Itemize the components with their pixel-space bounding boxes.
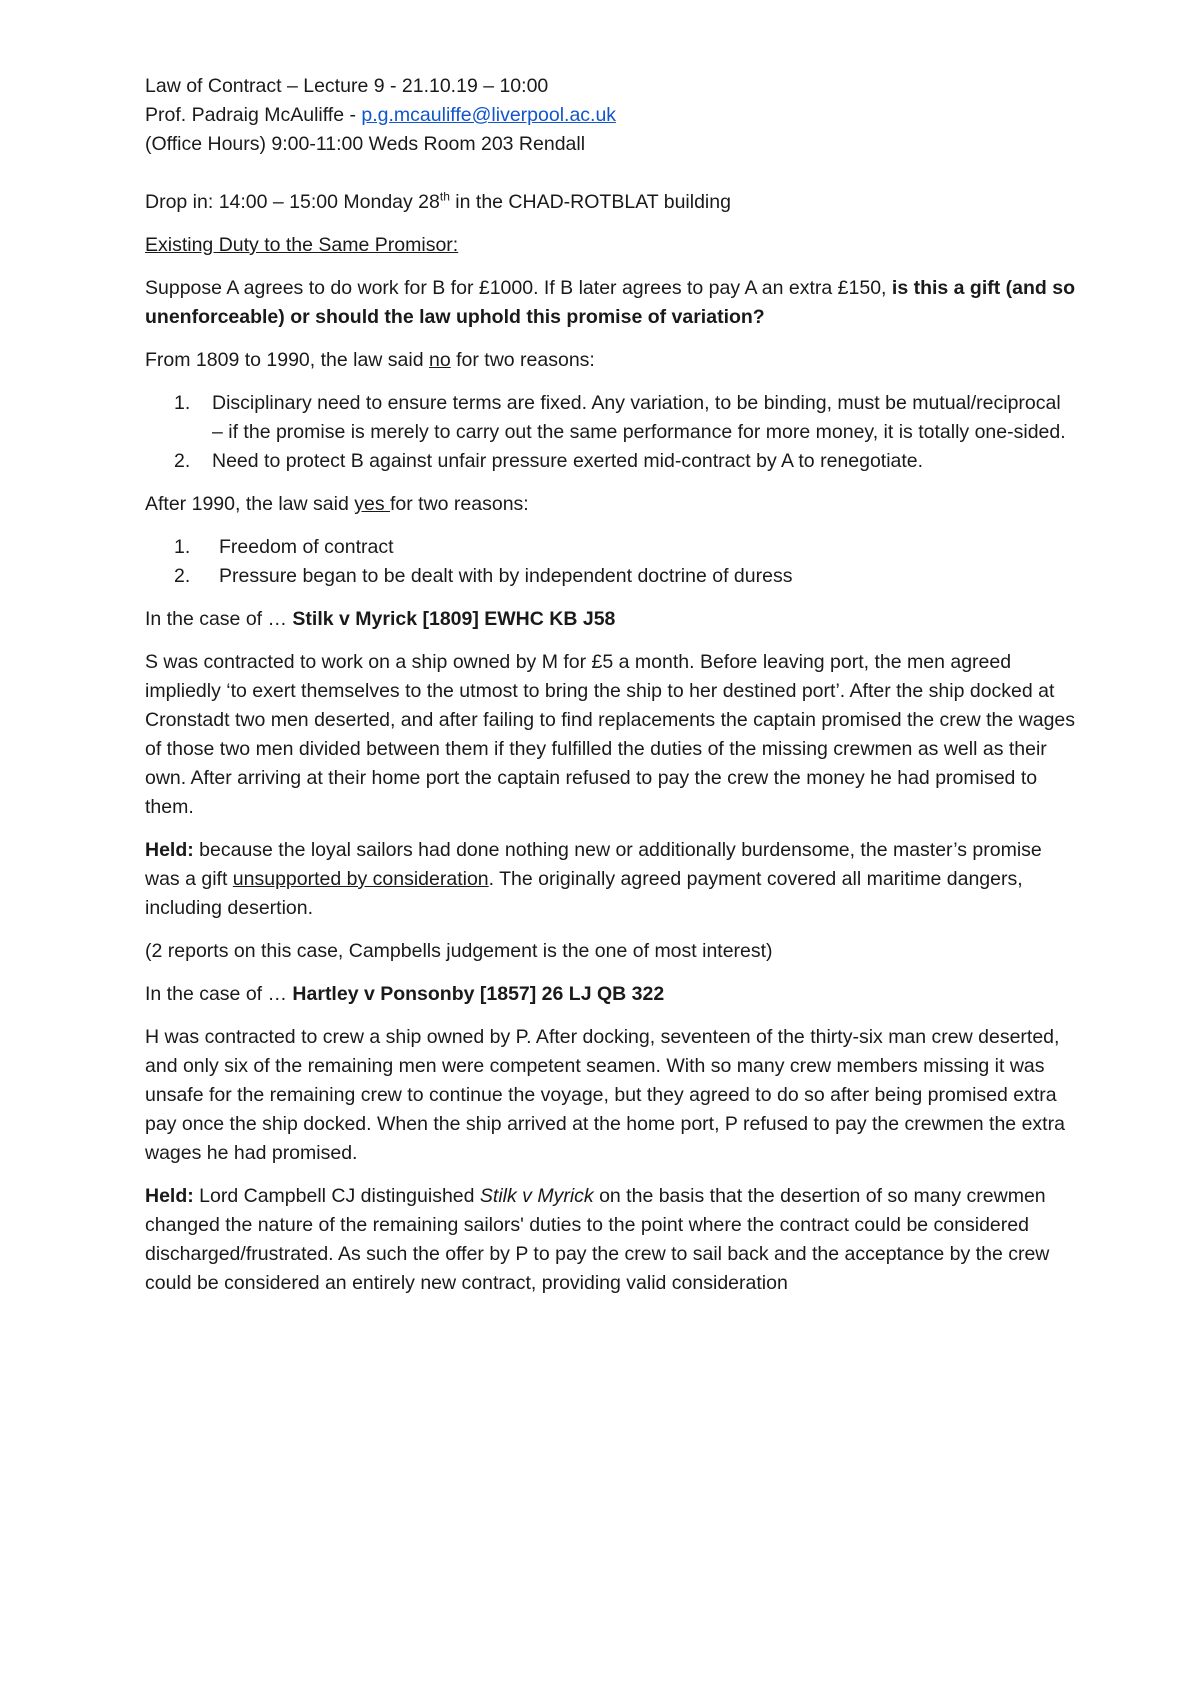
list-number: 1. bbox=[174, 536, 191, 558]
post-1990-reasons bbox=[145, 533, 1075, 591]
list-number: 2. bbox=[174, 565, 191, 587]
post-1990-lead bbox=[145, 490, 1075, 519]
case-1-note: (2 reports on this case, Campbells judgement is the one of most interest) bbox=[145, 940, 773, 962]
list-item bbox=[145, 533, 1075, 562]
section-heading: Existing Duty to the Same Promisor: bbox=[145, 234, 459, 256]
held-label: Held: bbox=[145, 839, 194, 861]
professor-name: Prof. Padraig McAuliffe - bbox=[145, 104, 362, 126]
list-item bbox=[145, 389, 1075, 447]
held-case-reference: Stilk v Myrick bbox=[479, 1185, 594, 1207]
list-item-text: Disciplinary need to ensure terms are fixed. Any variation, to be binding, must be mutual/reciprocal – if the promise is merely to carry out the same performance for more money, it is totally one-sided. bbox=[212, 392, 1066, 443]
case-prefix: In the case of … bbox=[145, 608, 293, 630]
document-page bbox=[145, 72, 1075, 1312]
list-number: 2. bbox=[174, 450, 191, 472]
intro-paragraph bbox=[145, 274, 1075, 332]
case-1-held bbox=[145, 836, 1075, 923]
post-1990-text: After 1990, the law said bbox=[145, 493, 355, 515]
post-1990-answer: yes bbox=[354, 493, 390, 515]
post-1990-suffix: for two reasons: bbox=[389, 493, 529, 515]
held-text-end: on the basis that the desertion of so many crewmen changed the nature of the remaining sailors' duties to the point where the contract could be considered discharged/frustrated. As such the offer by P to pay the crew to sail back and the acceptance by the crew could be considered an entirely new contract, providing valid consideration bbox=[145, 1185, 1050, 1294]
email-link[interactable]: p.g.mcauliffe@liverpool.ac.uk bbox=[361, 104, 617, 126]
case-name: Hartley v Ponsonby [1857] 26 LJ QB 322 bbox=[292, 983, 665, 1005]
case-1-facts: S was contracted to work on a ship owned by M for £5 a month. Before leaving port, the men agreed impliedly ‘to exert themselves to the utmost to bring the ship to her destined port’. After the ship docked at Cronstadt two men deserted, and after failing to find replacements the captain promised the crew the wages of those two men divided between them if they fulfilled the duties of the missing crewmen as well as their own. After arriving at their home port the captain refused to pay the crew the money he had promised to them. bbox=[145, 651, 1076, 818]
pre-1990-text: From 1809 to 1990, the law said bbox=[145, 349, 429, 371]
held-text: because the loyal sailors had done nothing new or additionally burdensome, the master’s promise was a gift bbox=[145, 839, 1042, 890]
list-item-text: Pressure began to be dealt with by independent doctrine of duress bbox=[219, 565, 793, 587]
professor-line bbox=[145, 101, 1075, 130]
spacer bbox=[145, 159, 1075, 188]
drop-in-text: Drop in: 14:00 – 15:00 Monday 28 bbox=[145, 191, 440, 213]
pre-1990-suffix: for two reasons: bbox=[450, 349, 595, 371]
office-hours: (Office Hours) 9:00-11:00 Weds Room 203 Rendall bbox=[145, 133, 586, 155]
lecture-title: Law of Contract – Lecture 9 - 21.10.19 – 10:00 bbox=[145, 75, 549, 97]
pre-1990-lead bbox=[145, 346, 1075, 375]
case-prefix: In the case of … bbox=[145, 983, 293, 1005]
held-text: Lord Campbell CJ distinguished bbox=[193, 1185, 480, 1207]
list-item bbox=[145, 562, 1075, 591]
list-number: 1. bbox=[174, 392, 191, 414]
list-item bbox=[145, 447, 1075, 476]
list-item-text: Need to protect B against unfair pressure exerted mid-contract by A to renegotiate. bbox=[212, 450, 924, 472]
case-1-heading bbox=[145, 605, 1075, 634]
held-text-end: . The originally agreed payment covered all maritime dangers, including desertion. bbox=[145, 868, 1023, 919]
held-emphasis: unsupported by consideration bbox=[232, 868, 489, 890]
drop-in-location: in the CHAD-ROTBLAT building bbox=[449, 191, 731, 213]
pre-1990-reasons bbox=[145, 389, 1075, 476]
case-2-held bbox=[145, 1182, 1075, 1298]
list-item-text: Freedom of contract bbox=[219, 536, 394, 558]
case-2-heading bbox=[145, 980, 1075, 1009]
intro-question: is this a gift (and so unenforceable) or should the law uphold this promise of variation? bbox=[145, 277, 1076, 328]
pre-1990-answer: no bbox=[429, 349, 451, 371]
case-name: Stilk v Myrick [1809] EWHC KB J58 bbox=[292, 608, 616, 630]
case-2-facts: H was contracted to crew a ship owned by P. After docking, seventeen of the thirty-six man crew deserted, and only six of the remaining men were competent seamen. With so many crew members missing it was unsafe for the remaining crew to continue the voyage, but they agreed to do so after being promised extra pay once the ship docked. When the ship arrived at the home port, P refused to pay the crewmen the extra wages he had promised. bbox=[145, 1026, 1065, 1164]
intro-text: Suppose A agrees to do work for B for £1000. If B later agrees to pay A an extra £150, bbox=[145, 277, 892, 299]
ordinal-suffix: th bbox=[439, 189, 450, 204]
drop-in-line bbox=[145, 188, 1075, 217]
held-label: Held: bbox=[145, 1185, 194, 1207]
